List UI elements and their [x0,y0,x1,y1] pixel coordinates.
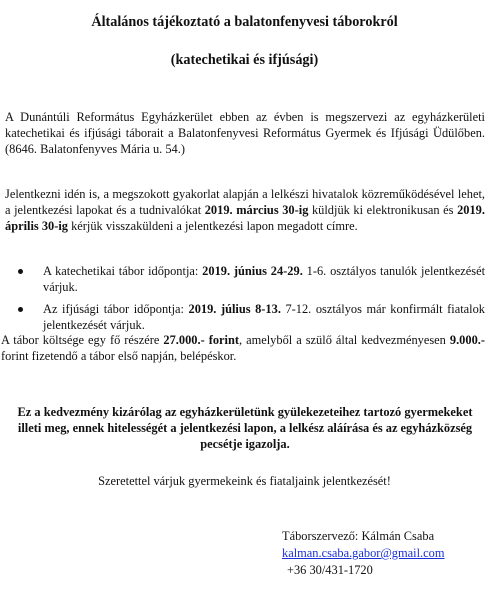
bullet-icon [18,307,23,312]
cost-text-a: A tábor költsége egy fő részére [1,333,164,347]
camp-suffix: 1-6. osztályos tanulók jelentkezését várjuk. [43,264,486,294]
camp-prefix: Az ifjúsági tábor időpontja: [43,302,189,316]
organizer-email-link[interactable]: kalman.csaba.gabor@gmail.com [282,546,445,560]
registration-paragraph [5,186,485,234]
organizer-phone: +36 30/431-1720 [287,563,373,577]
camp-suffix: 7-12. osztályos már konfirmált fiatalok jelentkezését várjuk. [43,302,485,332]
bullet-icon [18,269,23,274]
organizer-email-line [282,545,482,561]
cost-text-b: , amelyből a szülő által kedvezményesen [238,333,450,347]
document-subtitle: (katechetikai és ifjúsági) [170,52,319,68]
camp-prefix: A katechetikai tábor időpontja: [43,264,203,278]
registration-date-return: 2019. április 30-ig [5,203,485,233]
cost-paragraph [1,332,485,364]
camp-dates: 2019. június 24-29. [202,264,303,278]
registration-text-b: küldjük ki elektronikusan és [308,203,458,217]
discount-notice: Ez a kedvezmény kizárólag az egyházkerületünk gyülekezeteihez tartozó gyermekeket illeti meg, ennek hitelességét a jelentkezési lapon, a lelkész aláírása és az egyházközség pecsétje igazolja. [17,405,473,451]
cost-amount: 27.000.- forint [163,333,239,347]
list-item-youth-camp [16,301,485,333]
camp-list [16,263,485,339]
closing-line: Szeretettel várjuk gyermekeink és fiataljaink jelentkezését! [98,474,391,488]
organizer-name: Táborszervező: Kálmán Csaba [282,529,435,543]
camp-dates: 2019. július 8-13. [188,302,281,316]
registration-text-a: Jelentkezni idén is, a megszokott gyakorlat alapján a lelkészi hivatalok közreműködésével lehet, a jelentkezési lapokat és a tudnivalókat [5,187,485,217]
document-title: Általános tájékoztató a balatonfenyvesi táborokról [91,14,398,30]
registration-text-c: kérjük visszaküldeni a jelentkezési lapon megadott címre. [68,219,358,233]
list-item-catechetical-camp [16,263,485,295]
intro-paragraph: A Dunántúli Református Egyházkerület ebben az évben is megszervezi az egyházkerületi katechetikai és ifjúsági táborait a Balatonfenyvesi Református Gyermek és Ifjúsági Üdülőben. (8646. Balatonfenyves Mária u. 54.) [5,110,485,156]
cost-payable: 9.000.- [449,333,485,347]
cost-text-c: forint fizetendő a tábor első napján, belépéskor. [1,349,237,363]
registration-date-send: 2019. március 30-ig [204,203,309,217]
